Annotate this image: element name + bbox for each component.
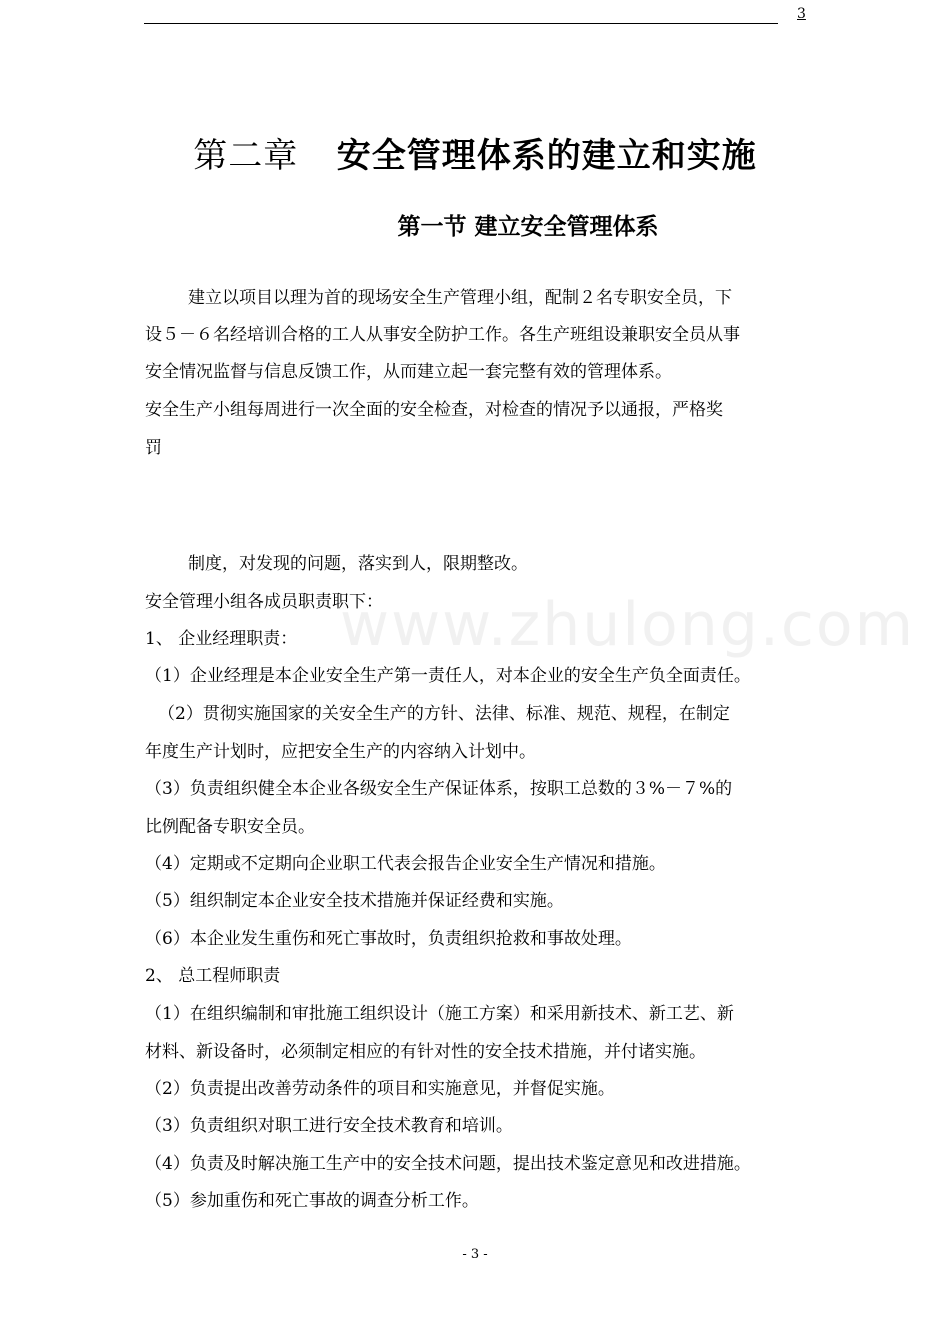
list-item-continuation: 材料、新设备时，必须制定相应的有针对性的安全技术措施，并付诸实施。: [145, 1042, 706, 1062]
list-item: （2）负责提出改善劳动条件的项目和实施意见，并督促实施。: [145, 1079, 615, 1099]
paragraph-line: 制度，对发现的问题，落实到人，限期整改。: [188, 554, 528, 574]
section-title: 第一节 建立安全管理体系: [397, 214, 659, 240]
watermark: www.zhulong.com: [340, 590, 916, 660]
list-heading: 1、 企业经理职责：: [145, 629, 298, 649]
chapter-title: [0, 128, 950, 177]
list-item: （5）组织制定本企业安全技术措施并保证经费和实施。: [145, 891, 564, 911]
list-item: （1）企业经理是本企业安全生产第一责任人，对本企业的安全生产负全面责任。: [145, 666, 751, 686]
list-item: （4）定期或不定期向企业职工代表会报告企业安全生产情况和措施。: [145, 854, 666, 874]
paragraph-line: 罚: [145, 438, 162, 458]
list-item: （2）贯彻实施国家的关安全生产的方针、法律、标准、规范、规程，在制定: [158, 704, 730, 724]
paragraph-line: 安全情况监督与信息反馈工作，从而建立起一套完整有效的管理体系。: [145, 362, 672, 382]
list-item-continuation: 年度生产计划时，应把安全生产的内容纳入计划中。: [145, 742, 536, 762]
chapter-heading: 安全管理体系的建立和实施: [336, 136, 757, 176]
list-item: （5）参加重伤和死亡事故的调查分析工作。: [145, 1191, 479, 1211]
list-item: （4）负责及时解决施工生产中的安全技术问题，提出技术鉴定意见和改进措施。: [145, 1154, 751, 1174]
list-item: （3）负责组织对职工进行安全技术教育和培训。: [145, 1116, 513, 1136]
list-item-continuation: 比例配备专职安全员。: [145, 817, 315, 837]
list-item: （1）在组织编制和审批施工组织设计（施工方案）和采用新技术、新工艺、新: [145, 1004, 734, 1024]
list-item: （3）负责组织健全本企业各级安全生产保证体系，按职工总数的３%－７%的: [145, 779, 733, 799]
paragraph-line: 安全管理小组各成员职责职下：: [145, 592, 383, 612]
list-heading: 2、 总工程师职责: [145, 966, 281, 986]
paragraph-line: 建立以项目以理为首的现场安全生产管理小组，配制２名专职安全员，下: [188, 288, 732, 308]
list-item: （6）本企业发生重伤和死亡事故时，负责组织抢救和事故处理。: [145, 929, 632, 949]
header-page-number: 3: [797, 6, 806, 22]
chapter-number: 第二章: [193, 136, 299, 176]
header-rule: [144, 23, 778, 24]
paragraph-line: 设５－６名经培训合格的工人从事安全防护工作。各生产班组设兼职安全员从事: [145, 325, 740, 345]
footer-page-number: - 3 -: [462, 1247, 488, 1262]
paragraph-line: 安全生产小组每周进行一次全面的安全检查，对检查的情况予以通报，严格奖: [145, 400, 723, 420]
